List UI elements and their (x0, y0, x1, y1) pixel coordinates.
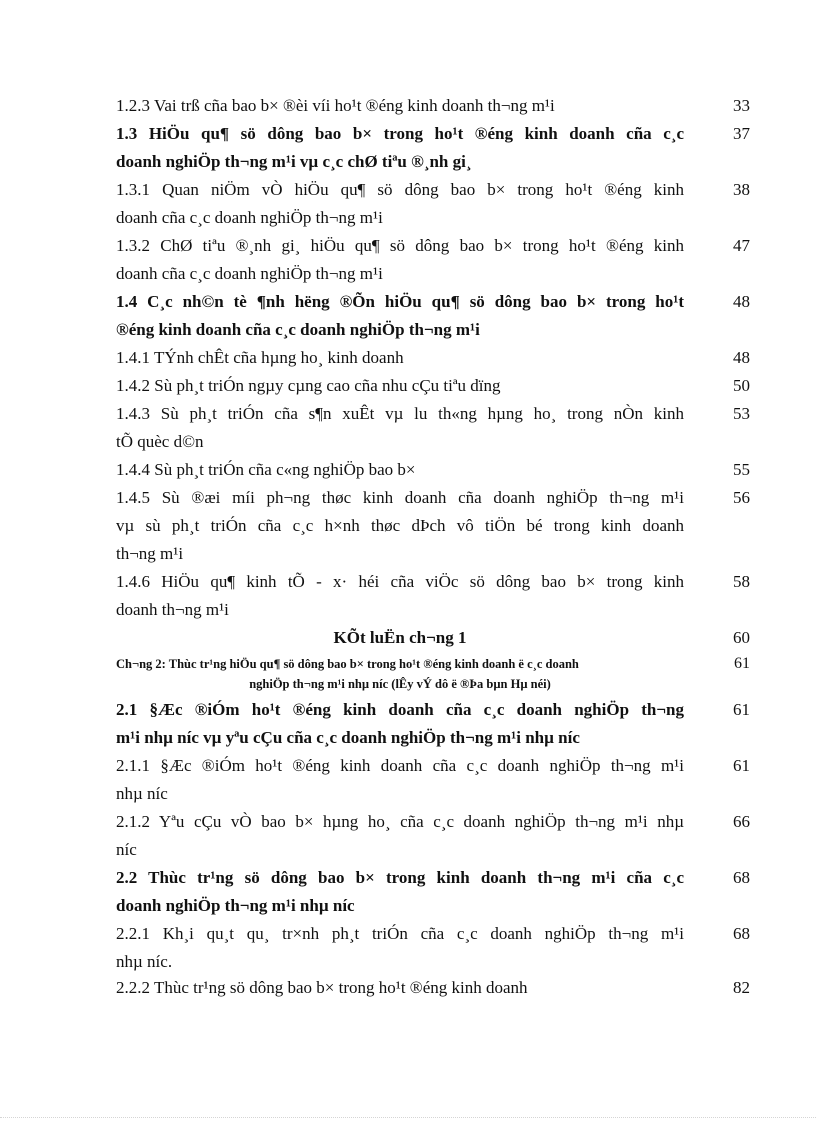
toc-entry-text: 2.1.2 Yªu cÇu vÒ bao b× hµng ho¸ cña c¸c doanh nghiÖp th¬ng m¹i nhµ (116, 812, 684, 831)
toc-section-heading: 1.3 HiÖu qu¶ sö dông bao b× trong ho¹t ®éng kinh doanh cña c¸c (116, 124, 684, 143)
toc-page-number: 60 (733, 628, 750, 647)
toc-page-number: 37 (733, 124, 750, 143)
toc-entry-text: doanh cña c¸c doanh nghiÖp th¬ng m¹i (116, 264, 383, 283)
toc-page-number: 33 (733, 96, 750, 115)
toc-entry-text: doanh cña c¸c doanh nghiÖp th¬ng m¹i (116, 208, 383, 227)
toc-page-number: 48 (733, 292, 750, 311)
toc-page-number: 61 (733, 700, 750, 719)
toc-page-number: 58 (733, 572, 750, 591)
toc-section-heading: 2.2 Thùc tr¹ng sö dông bao b× trong kinh doanh th¬ng m¹i cña c¸c (116, 868, 684, 887)
toc-page-number: 66 (733, 812, 750, 831)
toc-page-number: 82 (733, 978, 750, 997)
toc-chapter-heading: Ch¬ng 2: Thùc tr¹ng hiÖu qu¶ sö dông bao b× trong ho¹t ®éng kinh doanh ë c¸c doanh (116, 657, 579, 671)
toc-entry-text: 2.2.2 Thùc tr¹ng sö dông bao b× trong ho¹t ®éng kinh doanh (116, 978, 528, 997)
toc-page-number: 47 (733, 236, 750, 255)
toc-page-number: 68 (733, 924, 750, 943)
toc-entry-text: 1.4.5 Sù ®æi míi ph¬ng thøc kinh doanh cña doanh nghiÖp th¬ng m¹i (116, 488, 684, 507)
toc-section-heading: doanh nghiÖp th¬ng m¹i nhµ níc (116, 896, 355, 915)
toc-page-number: 38 (733, 180, 750, 199)
toc-entry-text: th¬ng m¹i (116, 544, 184, 563)
toc-entry-text: nhµ níc. (116, 952, 173, 971)
toc-section-heading: ®éng kinh doanh cña c¸c doanh nghiÖp th¬ng m¹i (116, 320, 480, 339)
toc-section-heading: m¹i nhµ níc vµ yªu cÇu cña c¸c doanh nghiÖp th¬ng m¹i nhµ níc (116, 728, 580, 747)
toc-entry-text: 1.2.3 Vai trß cña bao b× ®èi víi ho¹t ®éng kinh doanh th¬ng m¹i (116, 96, 555, 115)
toc-entry-text: vµ sù ph¸t triÓn cña c¸c h×nh thøc dÞch vô tiÖn bé trong kinh doanh (116, 516, 684, 535)
toc-page-number: 48 (733, 348, 750, 367)
toc-chapter-conclusion: KÕt luËn ch¬ng 1 (333, 628, 467, 647)
toc-entry-text: 1.4.6 HiÖu qu¶ kinh tÕ - x· héi cña viÖc sö dông bao b× trong kinh (116, 572, 684, 591)
toc-page-number: 68 (733, 868, 750, 887)
toc-page-number: 53 (733, 404, 750, 423)
toc-entry-text: tÕ quèc d©n (116, 432, 204, 451)
toc-entry-text: nhµ níc (116, 784, 168, 803)
toc-entry-text: 1.4.4 Sù ph¸t triÓn cña c«ng nghiÖp bao b× (116, 460, 416, 479)
toc-section-heading: 1.4 C¸c nh©n tè ¶nh hëng ®Õn hiÖu qu¶ sö dông bao b× trong ho¹t (116, 292, 684, 311)
toc-page-number: 55 (733, 460, 750, 479)
toc-entry-text: doanh th¬ng m¹i (116, 600, 229, 619)
toc-section-heading: doanh nghiÖp th¬ng m¹i vµ c¸c chØ tiªu ®¸nh gi¸ (116, 152, 472, 171)
toc-entry-text: 2.1.1 §Æc ®iÓm ho¹t ®éng kinh doanh cña c¸c doanh nghiÖp th¬ng m¹i (116, 756, 684, 775)
toc-page-number: 50 (733, 376, 750, 395)
toc-entry-text: 1.4.1 TÝnh chÊt cña hµng ho¸ kinh doanh (116, 348, 404, 367)
toc-entry-text: 1.4.2 Sù ph¸t triÓn ngµy cµng cao cña nhu cÇu tiªu dïng (116, 376, 501, 395)
toc-entry-text: 1.4.3 Sù ph¸t triÓn cña s¶n xuÊt vµ lu th«ng hµng ho¸ trong nÒn kinh (116, 404, 684, 423)
toc-section-heading: 2.1 §Æc ®iÓm ho¹t ®éng kinh doanh cña c¸c doanh nghiÖp th¬ng (116, 700, 684, 719)
toc-entry-text: níc (116, 840, 137, 859)
toc-page-number: 61 (733, 756, 750, 775)
toc-chapter-heading: nghiÖp th¬ng m¹i nhµ níc (lÊy vÝ dô ë ®Þa bµn Hµ néi) (249, 677, 551, 691)
toc-page-number: 56 (733, 488, 750, 507)
toc-page-number: 61 (734, 655, 750, 672)
toc-entry-text: 2.2.1 Kh¸i qu¸t qu¸ tr×nh ph¸t triÓn cña c¸c doanh nghiÖp th¬ng m¹i (116, 924, 684, 943)
toc-entry-text: 1.3.1 Quan niÖm vÒ hiÖu qu¶ sö dông bao b× trong ho¹t ®éng kinh (116, 180, 684, 199)
toc-entry-text: 1.3.2 ChØ tiªu ®¸nh gi¸ hiÖu qu¶ sö dông bao b× trong ho¹t ®éng kinh (116, 236, 684, 255)
page-bottom-divider (0, 1117, 816, 1118)
